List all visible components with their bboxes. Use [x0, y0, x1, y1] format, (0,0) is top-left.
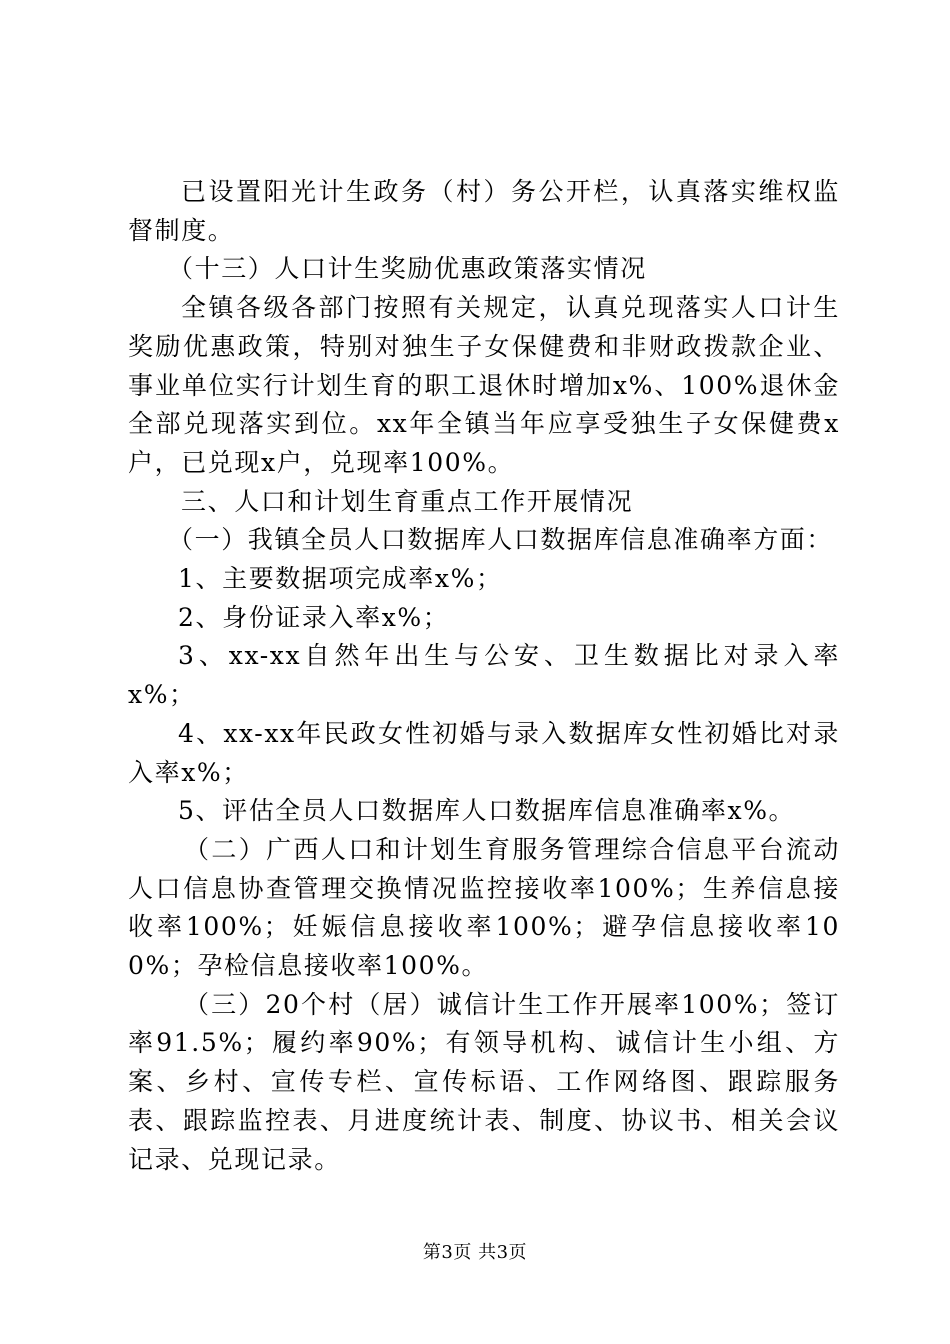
document-body — [128, 173, 840, 1179]
list-item-birth-comparison: 3、xx-xx自然年出生与公安、卫生数据比对录入率x%； — [128, 641, 840, 710]
paragraph-incentive-policy: 全镇各级各部门按照有关规定，认真兑现落实人口计生奖励优惠政策，特别对独生子女保健费和非财政拨款企业、事业单位实行计划生育的职工退休时增加x%、100%退休金全部兑现落实到位。xx年全镇当年应享受独生子女保健费x户，已兑现x户，兑现率100%。 — [128, 293, 840, 477]
page-footer: 第3页 共3页 — [422, 1242, 528, 1263]
heading-key-work: 三、人口和计划生育重点工作开展情况 — [181, 486, 634, 516]
heading-incentive-policy: （十三）人口计生奖励优惠政策落实情况 — [168, 254, 647, 284]
paragraph-info-platform: （二）广西人口和计划生育服务管理综合信息平台流动人口信息协查管理交换情况监控接收率100%；生养信息接收率100%；妊娠信息接收率100%；避孕信息接收率100%；孕检信息接收率100%。 — [128, 834, 840, 981]
paragraph-integrity-work: （三）20个村（居）诚信计生工作开展率100%；签订率91.5%；履约率90%；有领导机构、诚信计生小组、方案、乡村、宣传专栏、宣传标语、工作网络图、跟踪服务表、跟踪监控表、月进度统计表、制度、协议书、相关会议记录、兑现记录。 — [128, 989, 840, 1174]
list-item-completion-rate: 1、主要数据项完成率x%； — [178, 564, 503, 594]
list-item-id-entry-rate: 2、身份证录入率x%； — [178, 602, 450, 632]
list-item-marriage-comparison: 4、xx-xx年民政女性初婚与录入数据库女性初婚比对录入率x%； — [128, 718, 840, 787]
paragraph-public-bulletin: 已设置阳光计生政务（村）务公开栏，认真落实维权监督制度。 — [128, 177, 840, 245]
list-item-accuracy-assessment: 5、评估全员人口数据库人口数据库信息准确率x%。 — [178, 796, 796, 826]
heading-database-accuracy: （一）我镇全员人口数据库人口数据库信息准确率方面： — [168, 525, 834, 555]
